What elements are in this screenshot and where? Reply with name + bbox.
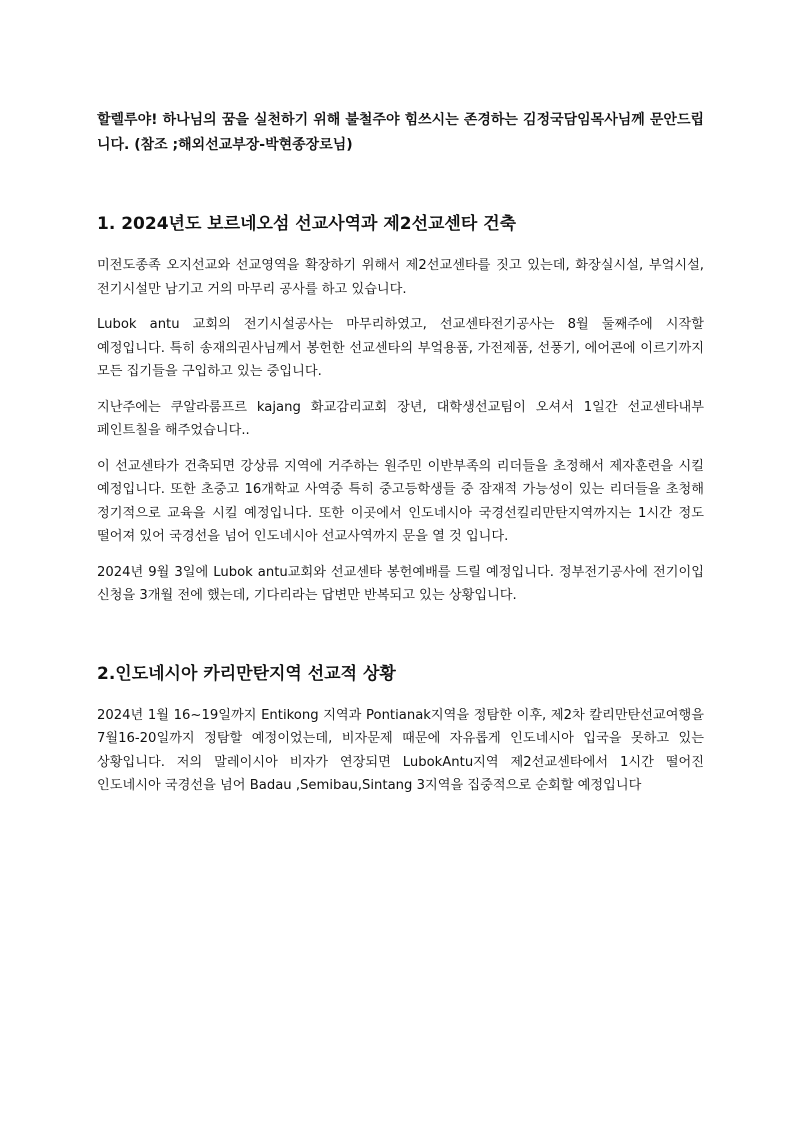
section-1-paragraph: Lubok antu 교회의 전기시설공사는 마무리하였고, 선교센타전기공사는 8월 둘째주에 시작할 예정입니다. 특히 송재의권사님께서 봉헌한 선교센타의 부엌용품, 가전제품, 선풍기, 에어콘에 이르기까지 모든 집기들을 구입하고 있는 중입니다. xyxy=(97,317,704,379)
section-1 xyxy=(97,212,704,608)
section-2-paragraph: 2024년 1월 16~19일까지 Entikong 지역과 Pontianak지역을 정탐한 이후, 제2차 칼리만탄선교여행을 7월16-20일까지 정탐할 예정이었는데, 비자문제 때문에 자유롭게 인도네시아 입국을 못하고 있는 상황입니다. 저의 말레이시아 비자가 연장되면 LubokAntu지역 제2선교센타에서 1시간 떨어진 인도네시아 국경선을 넘어 Badau ,Semibau,Sintang 3지역을 집중적으로 순회할 예정입니다 xyxy=(97,707,704,793)
section-2-heading: 2.인도네시아 카리만탄지역 선교적 상황 xyxy=(97,663,396,684)
greeting-text: 할렐루야! 하나님의 꿈을 실천하기 위해 불철주야 힘쓰시는 존경하는 김정국담임목사님께 문안드립니다. (참조 ;해외선교부장-박현종장로님) xyxy=(97,112,704,153)
section-1-heading: 1. 2024년도 보르네오섬 선교사역과 제2선교센타 건축 xyxy=(97,214,517,234)
section-2 xyxy=(97,662,704,798)
section-1-paragraph: 지난주에는 쿠알라룸프르 kajang 화교감리교회 장년, 대학생선교팀이 오셔서 1일간 선교센타내부 페인트칠을 해주었습니다.. xyxy=(97,399,704,438)
section-1-paragraph: 이 선교센타가 건축되면 강상류 지역에 거주하는 원주민 이반부족의 리더들을 초정해서 제자훈련을 시킬 예정입니다. 또한 초중고 16개학교 사역중 특히 중고등학생들 중 잠재적 가능성이 있는 리더들을 초청해 정기적으로 교육을 시킬 예정입니다. 또한 이곳에서 인도네시아 국경선킬리만탄지역까지는 1시간 정도 떨어져 있어 국경선을 넘어 인도네시아 선교사역까지 문을 열 것 입니다. xyxy=(97,458,704,544)
section-1-paragraph: 미전도종족 오지선교와 선교영역을 확장하기 위해서 제2선교센타를 짓고 있는데, 화장실시설, 부엌시설, 전기시설만 남기고 거의 마무리 공사를 하고 있습니다. xyxy=(97,258,704,297)
section-1-paragraph: 2024년 9월 3일에 Lubok antu교회와 선교센타 봉헌예배를 드릴 예정입니다. 정부전기공사에 전기이입 신청을 3개월 전에 했는데, 기다리라는 답변만 반복되고 있는 상황입니다. xyxy=(97,564,704,603)
